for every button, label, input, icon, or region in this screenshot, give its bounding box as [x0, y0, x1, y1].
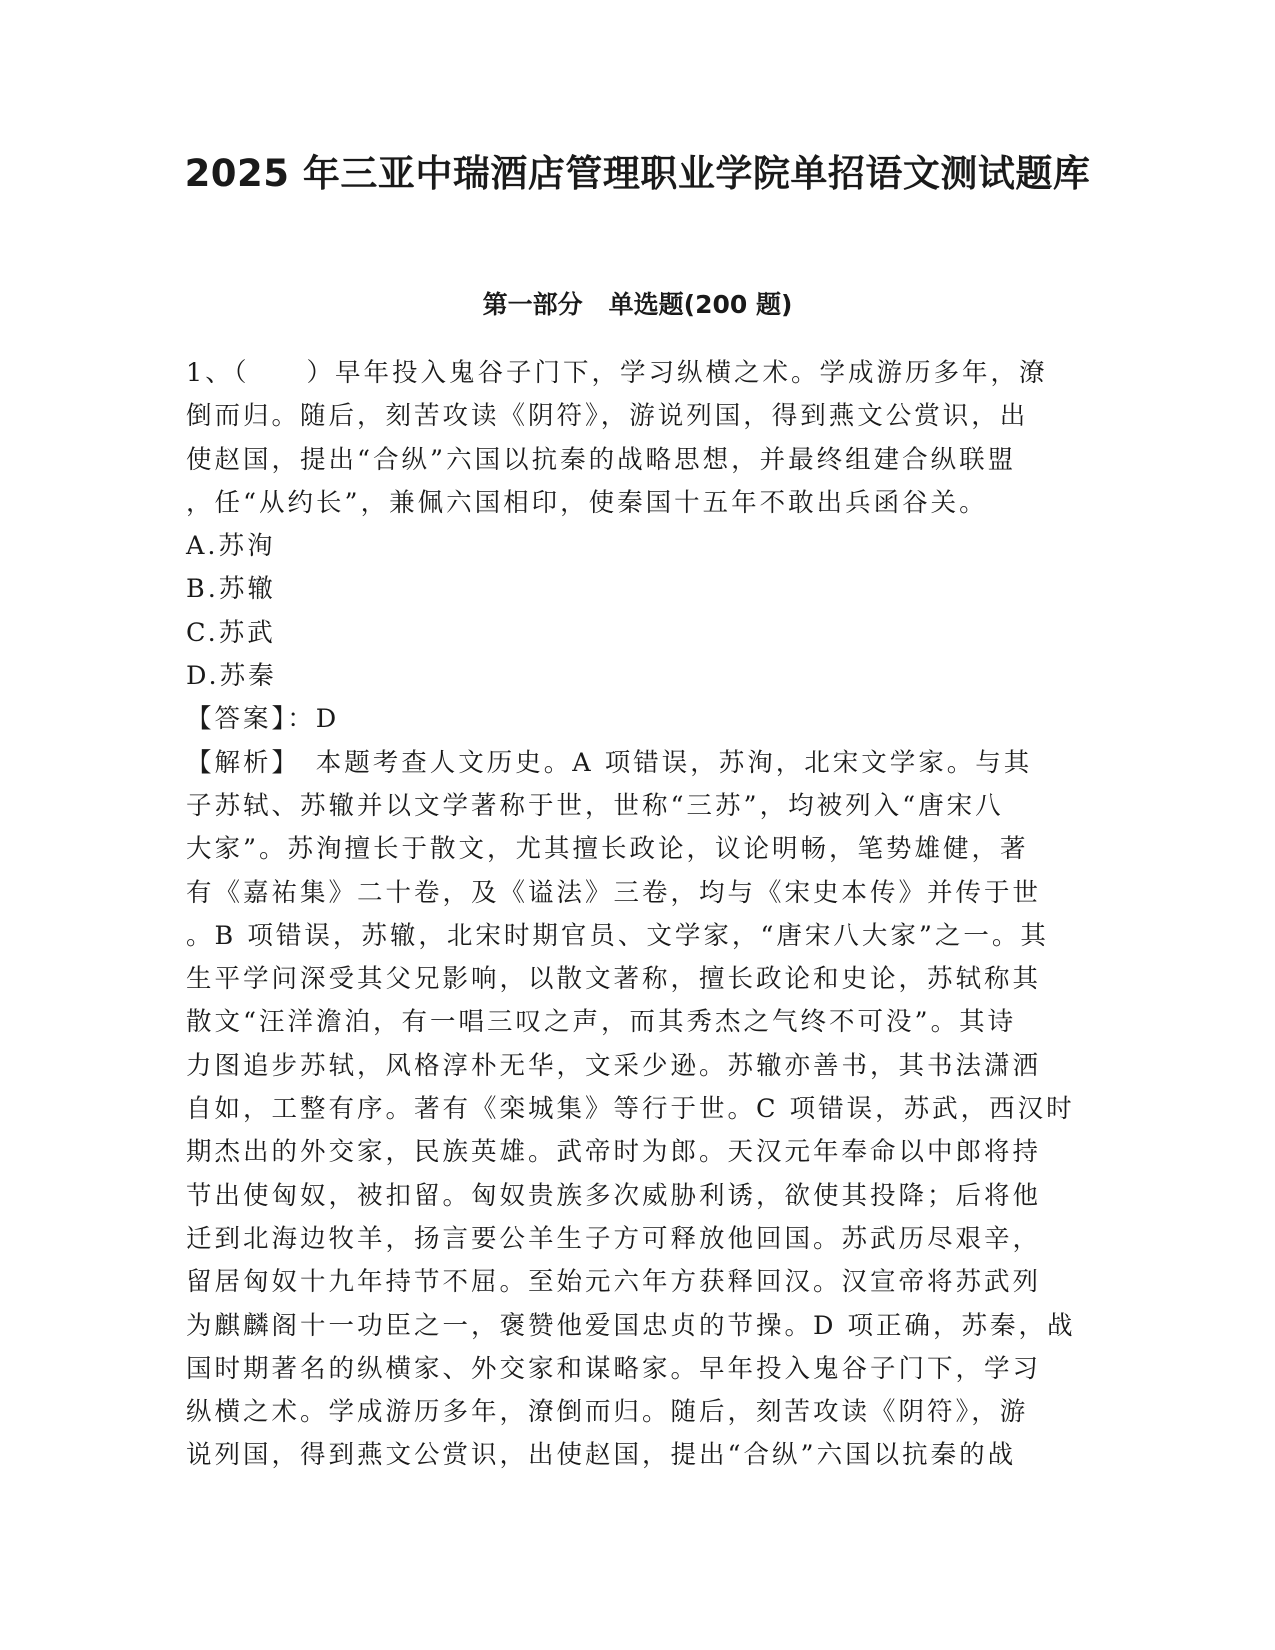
answer-line: 【答案】：D: [186, 704, 340, 735]
stem-line: 使赵国，提出“合纵”六国以抗秦的战略思想，并最终组建合纵联盟: [186, 444, 1017, 475]
question-block: [186, 352, 1086, 1478]
option-a: A.苏洵: [186, 531, 276, 562]
analysis-line: 自如，工整有序。著有《栾城集》等行于世。C 项错误，苏武，西汉时: [186, 1094, 1075, 1125]
analysis-line: 有《嘉祐集》二十卷，及《谥法》三卷，均与《宋史本传》并传于世: [186, 877, 1042, 908]
analysis-line: 【解析】 本题考查人文历史。A 项错误，苏洵，北宋文学家。与其: [186, 747, 1033, 778]
analysis-line: 纵横之术。学成游历多年，潦倒而归。随后，刻苦攻读《阴符》，游: [186, 1397, 1029, 1428]
option-d: D.苏秦: [186, 661, 277, 692]
section-title: 第一部分 单选题(200 题): [482, 290, 793, 319]
question-stem: [186, 352, 1086, 525]
analysis-line: 节出使匈奴，被扣留。匈奴贵族多次威胁利诱，欲使其投降；后将他: [186, 1180, 1042, 1211]
analysis-line: 国时期著名的纵横家、外交家和谋略家。早年投入鬼谷子门下，学习: [186, 1353, 1042, 1384]
option-c: C.苏武: [186, 617, 276, 648]
analysis-line: 说列国，得到燕文公赏识，出使赵国，提出“合纵”六国以抗秦的战: [186, 1440, 1017, 1471]
analysis-line: 。B 项错误，苏辙，北宋时期官员、文学家，“唐宋八大家”之一。其: [186, 920, 1049, 951]
analysis-line: 大家”。苏洵擅长于散文，尤其擅长政论，议论明畅，笔势雄健，著: [186, 834, 1029, 865]
stem-line: 倒而归。随后，刻苦攻读《阴符》，游说列国，得到燕文公赏识，出: [186, 401, 1029, 432]
analysis-line: 力图追步苏轼，风格淳朴无华，文采少逊。苏辙亦善书，其书法潇洒: [186, 1050, 1042, 1081]
analysis-text: [186, 742, 1086, 1478]
option-b: B.苏辙: [186, 574, 276, 605]
option-list: [186, 525, 1086, 698]
stem-line: 1、（ ）早年投入鬼谷子门下，学习纵横之术。学成游历多年，潦: [186, 358, 1048, 388]
analysis-line: 期杰出的外交家，民族英雄。武帝时为郎。天汉元年奉命以中郎将持: [186, 1137, 1042, 1168]
analysis-line: 为麒麟阁十一功臣之一，褒赞他爱国忠贞的节操。D 项正确，苏秦，战: [186, 1310, 1076, 1341]
analysis-line: 留居匈奴十九年持节不屈。至始元六年方获释回汉。汉宣帝将苏武列: [186, 1267, 1042, 1298]
document-title: 2025 年三亚中瑞酒店管理职业学院单招语文测试题库: [184, 152, 1091, 195]
analysis-line: 生平学问深受其父兄影响，以散文著称，擅长政论和史论，苏轼称其: [186, 964, 1042, 995]
analysis-line: 散文“汪洋澹泊，有一唱三叹之声，而其秀杰之气终不可没”。其诗: [186, 1007, 1017, 1038]
analysis-line: 迁到北海边牧羊，扬言要公羊生子方可释放他回国。苏武历尽艰辛，: [186, 1223, 1042, 1254]
stem-line: ，任“从约长”，兼佩六国相印，使秦国十五年不敢出兵函谷关。: [186, 487, 988, 518]
analysis-line: 子苏轼、苏辙并以文学著称于世，世称“三苏”，均被列入“唐宋八: [186, 790, 1004, 821]
